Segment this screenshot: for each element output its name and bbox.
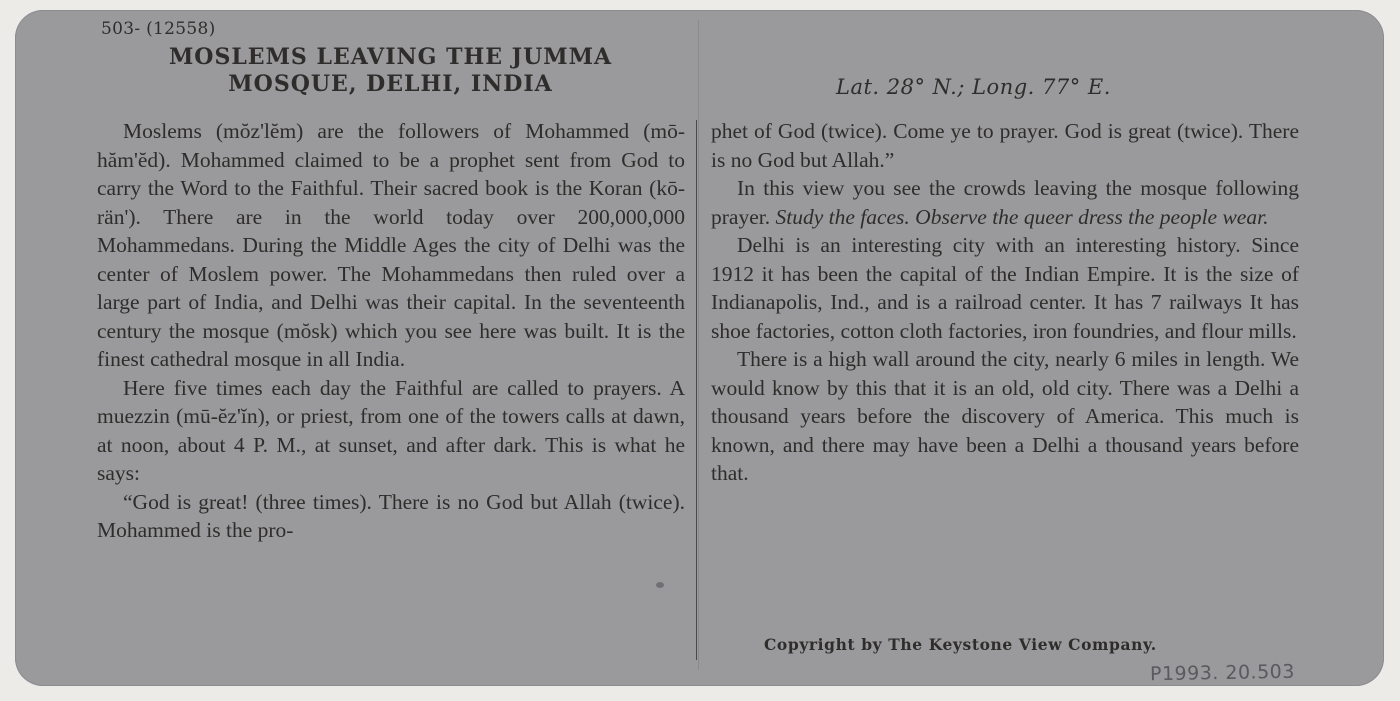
paragraph: phet of God (twice). Come ye to prayer. God is great (twice). There is no God but Allah.” [711, 119, 1299, 172]
paragraph: Here five times each day the Faithful are called to prayers. A muezzin (mū-ĕz'ĭn), or priest, from one of the towers calls at dawn, at noon, about 4 P. M., at sunset, and after dark. This is what he says: [97, 375, 685, 485]
paragraph: Delhi is an interesting city with an interesting history. Since 1912 it has been the capital of the Indian Empire. It is the size of Indianapolis, Ind., and is a railroad center. It has 7 railways It has shoe factories, cotton cloth factories, iron foundries, and flour mills. [711, 233, 1299, 343]
right-text-column [711, 117, 1299, 488]
column-divider [696, 120, 697, 660]
paragraph [711, 174, 1299, 231]
accession-number: P1993. 20.503 [1149, 660, 1296, 686]
left-text-column [97, 117, 685, 545]
ink-speck [656, 582, 664, 588]
paragraph-italic-text: Study the faces. Observe the queer dress the people wear. [775, 204, 1269, 229]
paragraph: There is a high wall around the city, nearly 6 miles in length. We would know by this that it is an old, old city. There was a Delhi a thousand years before the discovery of America. This much is known, and there may have been a Delhi a thousand years before that. [711, 347, 1299, 485]
card-fold-line [698, 20, 699, 670]
card-title: MOSLEMS LEAVING THE JUMMA MOSQUE, DELHI, INDIA [168, 44, 613, 97]
copyright-notice: Copyright by The Keystone View Company. [764, 635, 1157, 654]
catalog-number: 503- (12558) [101, 19, 216, 39]
paragraph: “God is great! (three times). There is no God but Allah (twice). Mohammed is the pro- [97, 489, 685, 542]
coordinates: Lat. 28° N.; Long. 77° E. [836, 75, 1111, 99]
paragraph-text: In this view you see the crowds leaving the mosque following prayer. [711, 176, 1299, 229]
paragraph: Moslems (mŏz'lĕm) are the followers of Mohammed (mō-hăm'ĕd). Mohammed claimed to be a prophet sent from God to carry the Word to the Faithful. Their sacred book is the Koran (kō-rän'). There are in the world today over 200,000,000 Mohammedans. During the Middle Ages the city of Delhi was the center of Moslem power. The Mohammedans then ruled over a large part of India, and Delhi was their capital. In the seventeenth century the mosque (mŏsk) which you see here was built. It is the finest cathedral mosque in all India. [97, 119, 685, 371]
